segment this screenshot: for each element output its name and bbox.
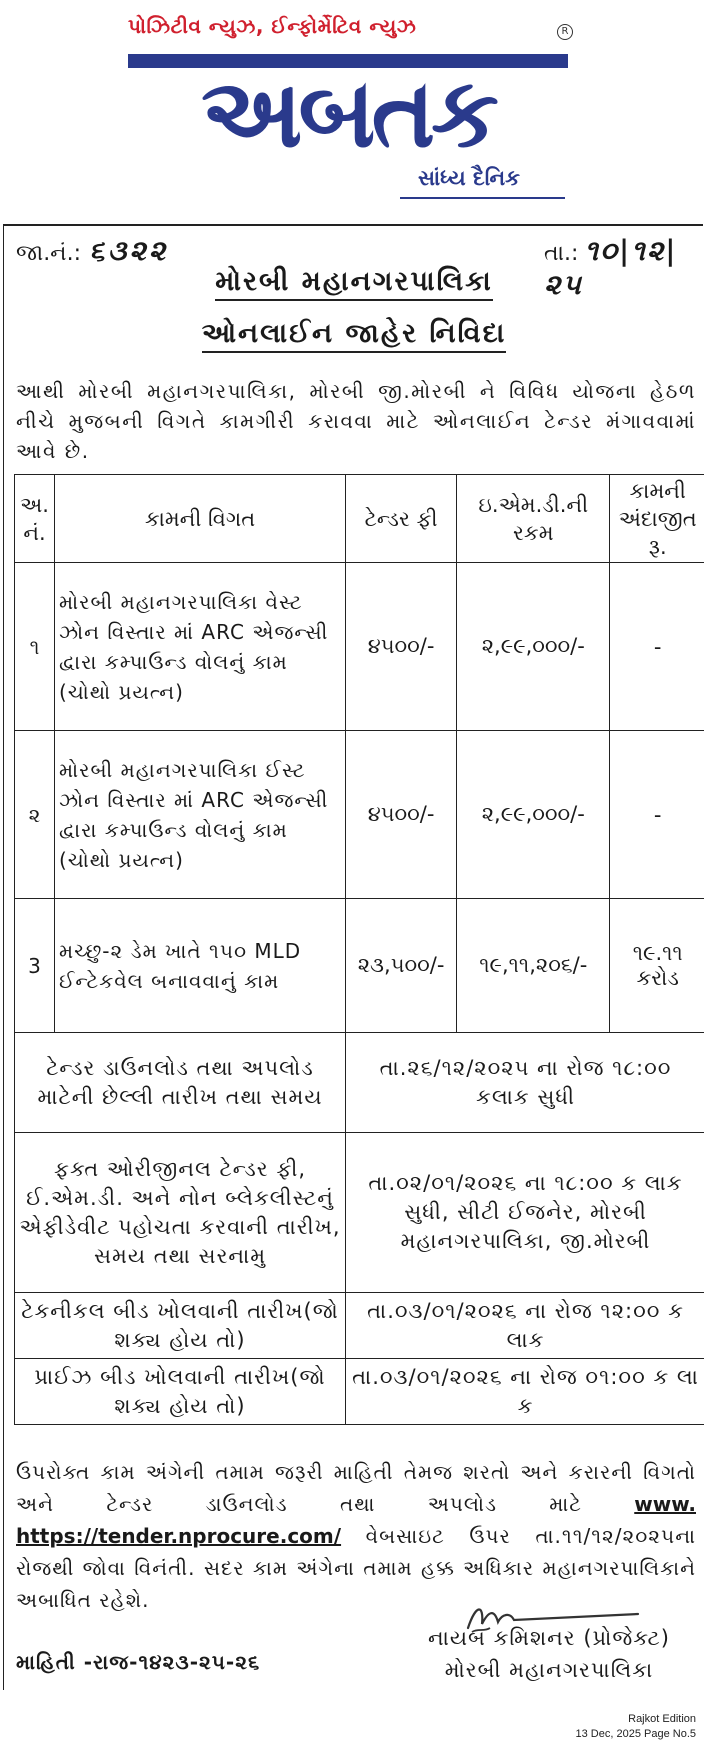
schedule-label: ટેન્ડર ડાઉનલોડ તથા અપલોડ માટેની છેલ્લી તારીખ તથા સમય <box>15 1033 346 1133</box>
header-estimate: કામની અંદાજીત રૂ. <box>610 475 704 563</box>
row-estimate: ૧૯.૧૧ કરોડ <box>610 899 704 1033</box>
schedule-label: પ્રાઈઝ બીડ ખોલવાની તારીખ(જો શક્ય હોય તો) <box>15 1359 346 1425</box>
date-label: તા.: <box>544 241 579 266</box>
schedule-label: ફક્ત ઓરીજીનલ ટેન્ડર ફી, ઈ.એમ.ડી. અને નોન બ્લેકલીસ્ટનું એફીડેવીટ પહોચતા કરવાની તારીખ, સમય તથા સરનામુ <box>15 1133 346 1293</box>
masthead-tagline: પોઝિટીવ ન્યુઝ, ઈન્ફોર્મેટિવ ન્યુઝ <box>128 14 417 38</box>
date-value: ૧૦|૧૨|૨૫ <box>544 234 678 301</box>
notice-intro: આથી મોરબી મહાનગરપાલિકા, મોરબી જી.મોરબી ને વિવિધ યોજના હેઠળ નીચે મુજબની વિગતે કામગીરી કરાવવા માટે ઓનલાઈન ટેન્ડર મંગાવવામાં આવે છે. <box>16 379 696 463</box>
footer-text-before: ઉપરોક્ત કામ અંગેની તમામ જરૂરી માહિતી તેમજ શરતો અને કરારની વિગતો અને ટેન્ડર ડાઉનલોડ તથા અપલોડ માટે <box>16 1460 696 1516</box>
row-estimate: - <box>610 563 704 731</box>
row-fee: ૨૩,૫૦૦/- <box>346 899 457 1033</box>
schedule-label: ટેકનીકલ બીડ ખોલવાની તારીખ(જો શક્ય હોય તો) <box>15 1293 346 1359</box>
signatory-organization: મોરબી મહાનગરપાલિકા <box>444 1658 654 1682</box>
table-row <box>15 899 704 1033</box>
schedule-row <box>15 1033 704 1133</box>
schedule-row <box>15 1359 704 1425</box>
header-tender-fee: ટેન્ડર ફી <box>346 475 457 563</box>
signatory-title: નાયબ કમિશનર (પ્રોજેક્ટ) <box>428 1626 670 1650</box>
tender-notice <box>3 224 703 1690</box>
reference-number <box>16 234 168 268</box>
reference-label: જા.નં.: <box>16 241 81 266</box>
masthead-subtitle: સાંધ્ય દૈનિક <box>418 166 520 190</box>
row-description: મોરબી મહાનગરપાલિકા ઈસ્ટ ઝોન વિસ્તાર માં ARC એજન્સી દ્વારા કમ્પાઉન્ડ વોલનું કામ (ચોથો પ્રયત્ન) <box>54 731 345 899</box>
header-emd-amount: ઇ.એમ.ડી.ની રકમ <box>457 475 610 563</box>
table-row <box>15 731 704 899</box>
row-serial: 3 <box>15 899 55 1033</box>
tender-website-link[interactable]: www. https://tender.nprocure.com/ <box>16 1492 696 1548</box>
header-serial: અ. નં. <box>15 475 55 563</box>
schedule-value: તા.૦૩/૦૧/૨૦૨૬ ના રોજ ૧૨:૦૦ ક લાક <box>346 1293 704 1359</box>
header-work-detail: કામની વિગત <box>54 475 345 563</box>
row-estimate: - <box>610 731 704 899</box>
row-serial: ૧ <box>15 563 55 731</box>
schedule-value: તા.૨૬/૧૨/૨૦૨૫ ના રોજ ૧૮:૦૦ કલાક સુધી <box>346 1033 704 1133</box>
schedule-row <box>15 1293 704 1359</box>
tender-table <box>14 474 704 1425</box>
footer-text-after: વેબસાઇટ ઉપર તા.૧૧/૧૨/૨૦૨૫ના રોજથી જોવા વિનંતી. સદર કામ અંગેના તમામ હક્ક અધિકાર મહાનગરપાલિકાને અબાધિત રહેશે. <box>16 1524 696 1612</box>
row-emd: ૨,૯૯,૦૦૦/- <box>457 731 610 899</box>
logo-wordmark: અબતક <box>201 57 495 158</box>
registered-mark-icon: R <box>557 24 573 40</box>
masthead <box>0 0 704 215</box>
reference-value: ૬૩૨૨ <box>88 234 169 267</box>
table-header-row <box>15 475 704 563</box>
notice-footer <box>16 1456 696 1616</box>
row-description: મચ્છુ-૨ ડેમ ખાતે ૧૫૦ MLD ઈન્ટેકવેલ બનાવવાનું કામ <box>54 899 345 1033</box>
notice-title: મોરબી મહાનગરપાલિકા <box>4 266 704 298</box>
row-emd: ૧૯,૧૧,૨૦૬/- <box>457 899 610 1033</box>
row-fee: ૪૫૦૦/- <box>346 731 457 899</box>
edition-date-page: 13 Dec, 2025 Page No.5 <box>575 1728 696 1740</box>
row-fee: ૪૫૦૦/- <box>346 563 457 731</box>
masthead-logo <box>128 46 568 158</box>
edition-name: Rajkot Edition <box>628 1713 696 1725</box>
notice-subtitle: ઓનલાઈન જાહેર નિવિદા <box>4 318 704 350</box>
schedule-value: તા.૦૩/૦૧/૨૦૨૬ ના રોજ ૦૧:૦૦ ક લા ક <box>346 1359 704 1425</box>
row-serial: ૨ <box>15 731 55 899</box>
schedule-value: તા.૦૨/૦૧/૨૦૨૬ ના ૧૮:૦૦ ક લાક સુધી, સીટી ઈજનેર, મોરબી મહાનગરપાલિકા, જી.મોરબી <box>346 1133 704 1293</box>
subtitle-underline <box>400 197 565 199</box>
information-code: માહિતી -રાજ-૧૪૨૩-૨૫-૨૬ <box>16 1650 261 1674</box>
edition-info <box>576 1712 696 1742</box>
row-emd: ૨,૯૯,૦૦૦/- <box>457 563 610 731</box>
row-description: મોરબી મહાનગરપાલિકા વેસ્ટ ઝોન વિસ્તાર માં ARC એજન્સી દ્વારા કમ્પાઉન્ડ વોલનું કામ (ચોથો પ્રયત્ન) <box>54 563 345 731</box>
schedule-row <box>15 1133 704 1293</box>
table-row <box>15 563 704 731</box>
